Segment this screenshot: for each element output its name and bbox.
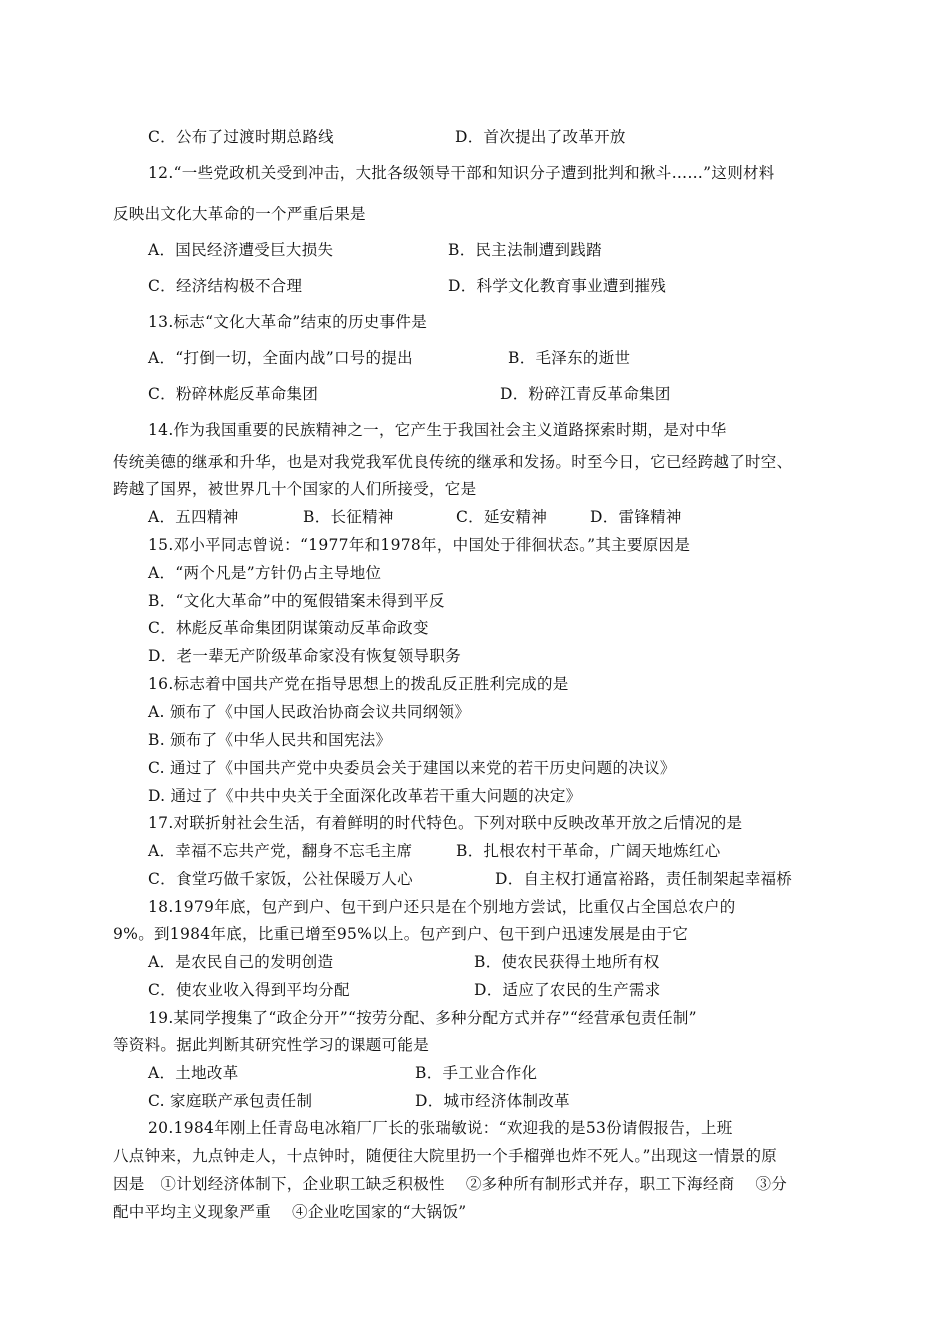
q16-option-b: B. 颁布了《中华人民共和国宪法》 (148, 731, 392, 749)
q19-stem-line-2: 等资料。据此判断其研究性学习的课题可能是 (113, 1036, 430, 1054)
q18-option-a: A．是农民自己的发明创造 (148, 953, 334, 971)
q13-option-d: D．粉碎江青反革命集团 (500, 385, 671, 403)
q16-option-a: A. 颁布了《中国人民政治协商会议共同纲领》 (148, 703, 471, 721)
q14-stem-line-1: 14.作为我国重要的民族精神之一，它产生于我国社会主义道路探索时期，是对中华 (148, 421, 727, 439)
q14-stem-line-3: 跨越了国界，被世界几十个国家的人们所接受，它是 (113, 480, 477, 498)
q15-option-b: B．“文化大革命”中的冤假错案未得到平反 (148, 592, 445, 610)
q14-option-b: B．长征精神 (303, 508, 394, 526)
q13-option-c: C．粉碎林彪反革命集团 (148, 385, 319, 403)
q18-stem-line-2: 9%。到1984年底，比重已增至95%以上。包产到户、包干到户迅速发展是由于它 (113, 925, 689, 943)
q19-option-b: B．手工业合作化 (415, 1064, 538, 1082)
q17-stem: 17.对联折射社会生活，有着鲜明的时代特色。下列对联中反映改革开放之后情况的是 (148, 814, 743, 832)
q13-option-b: B．毛泽东的逝世 (508, 349, 631, 367)
q14-option-a: A．五四精神 (148, 508, 239, 526)
q12-stem-line-1: 12.“一些党政机关受到冲击，大批各级领导干部和知识分子遭到批判和揪斗……”这则材料 (148, 164, 775, 182)
q16-option-c: C. 通过了《中国共产党中央委员会关于建国以来党的若干历史问题的决议》 (148, 759, 676, 777)
q12-option-c: C．经济结构极不合理 (148, 277, 303, 295)
q17-option-c: C．食堂巧做千家饭，公社保暖万人心 (148, 870, 413, 888)
q19-stem-line-1: 19.某同学搜集了“政企分开”“按劳分配、多种分配方式并存”“经营承包责任制” (148, 1009, 697, 1027)
q19-option-a: A．土地改革 (148, 1064, 239, 1082)
q18-stem-line-1: 18.1979年底，包产到户、包干到户还只是在个别地方尝试，比重仅占全国总农户的 (148, 898, 736, 916)
q20-stem-line-3: 因是 ①计划经济体制下，企业职工缺乏积极性 ②多种所有制形式并存，职工下海经商 ③分 (113, 1175, 788, 1193)
q18-option-d: D．适应了农民的生产需求 (474, 981, 661, 999)
q17-option-d: D．自主权打通富裕路，责任制架起幸福桥 (495, 870, 793, 888)
q15-option-c: C．林彪反革命集团阴谋策动反革命政变 (148, 619, 429, 637)
q18-option-b: B．使农民获得土地所有权 (474, 953, 660, 971)
q11-option-c: C．公布了过渡时期总路线 (148, 128, 334, 146)
q12-option-a: A．国民经济遭受巨大损失 (148, 241, 334, 259)
q12-option-d: D．科学文化教育事业遭到摧残 (448, 277, 667, 295)
q13-stem: 13.标志“文化大革命”结束的历史事件是 (148, 313, 427, 331)
q14-option-d: D．雷锋精神 (590, 508, 682, 526)
q13-option-a: A．“打倒一切，全面内战”口号的提出 (148, 349, 413, 367)
q14-option-c: C．延安精神 (456, 508, 548, 526)
q15-option-a: A．“两个凡是”方针仍占主导地位 (148, 564, 382, 582)
q17-option-a: A．幸福不忘共产党，翻身不忘毛主席 (148, 842, 413, 860)
q11-option-d: D．首次提出了改革开放 (455, 128, 626, 146)
q20-stem-line-2: 八点钟来，九点钟走人，十点钟时，随便往大院里扔一个手榴弹也炸不死人。”出现这一情景的原 (113, 1147, 778, 1165)
q16-option-d: D. 通过了《中共中央关于全面深化改革若干重大问题的决定》 (148, 787, 582, 805)
q15-stem: 15.邓小平同志曾说：“1977年和1978年，中国处于徘徊状态。”其主要原因是 (148, 536, 691, 554)
q16-stem: 16.标志着中国共产党在指导思想上的拨乱反正胜利完成的是 (148, 675, 569, 693)
q19-option-c: C. 家庭联产承包责任制 (148, 1092, 313, 1110)
q19-option-d: D．城市经济体制改革 (415, 1092, 570, 1110)
q12-stem-line-2: 反映出文化大革命的一个严重后果是 (113, 205, 366, 223)
q17-option-b: B．扎根农村干革命，广阔天地炼红心 (456, 842, 721, 860)
q20-stem-line-4: 配中平均主义现象严重 ④企业吃国家的“大锅饭” (113, 1203, 467, 1221)
q15-option-d: D．老一辈无产阶级革命家没有恢复领导职务 (148, 647, 461, 665)
q18-option-c: C．使农业收入得到平均分配 (148, 981, 350, 999)
q14-stem-line-2: 传统美德的继承和升华，也是对我党我军优良传统的继承和发扬。时至今日，它已经跨越了时空、 (113, 453, 793, 471)
q20-stem-line-1: 20.1984年刚上任青岛电冰箱厂厂长的张瑞敏说：“欢迎我的是53份请假报告，上班 (148, 1119, 733, 1137)
q12-option-b: B．民主法制遭到践踏 (448, 241, 602, 259)
